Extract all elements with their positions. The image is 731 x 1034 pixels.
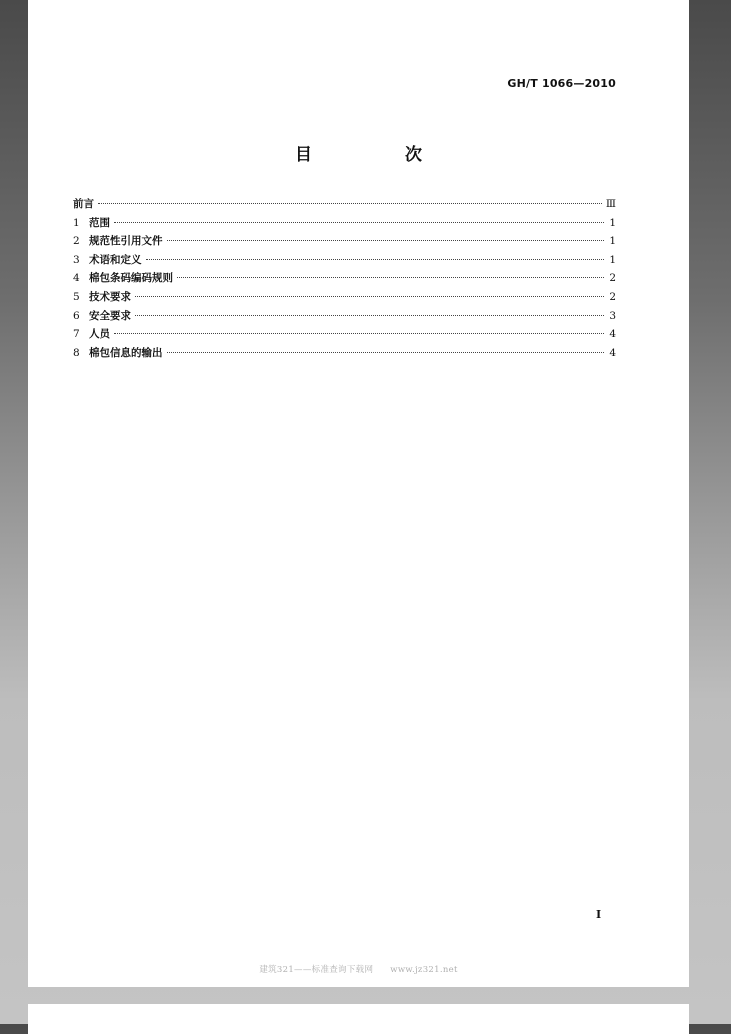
toc-entry-terms-definitions[interactable] (73, 252, 616, 271)
toc-leader-dots (114, 333, 604, 334)
toc-entry-label: 人员 (89, 328, 110, 341)
toc-entry-barcode-rules[interactable] (73, 270, 616, 289)
toc-entry-number: 8 (73, 346, 80, 359)
toc-entry-number: 7 (73, 328, 80, 341)
toc-leader-dots (135, 315, 604, 316)
toc-entry-label: 术语和定义 (89, 253, 142, 266)
toc-title: 目 次 (295, 145, 460, 165)
toc-entry-page: 2 (609, 290, 616, 303)
toc-leader-dots (98, 203, 602, 204)
watermark-site-name: 建筑321——标准查询下载网 (259, 965, 374, 975)
toc-entry-page: 2 (609, 272, 616, 285)
toc-entry-number: 3 (73, 253, 80, 266)
toc-leader-dots (114, 222, 604, 223)
toc-entry-page: 4 (609, 328, 616, 341)
toc-leader-dots (167, 240, 605, 241)
toc-leader-dots (146, 259, 605, 260)
toc-leader-dots (167, 352, 605, 353)
toc-entry-foreword[interactable] (73, 196, 616, 215)
toc-entry-label: 棉包信息的输出 (89, 346, 163, 359)
toc-entry-personnel[interactable] (73, 326, 616, 345)
toc-entry-label: 范围 (89, 216, 110, 229)
toc-entry-number: 1 (73, 216, 80, 229)
toc-entry-label: 安全要求 (89, 309, 131, 322)
toc-leader-dots (135, 296, 604, 297)
toc-entry-page: 3 (609, 309, 616, 322)
watermark (28, 963, 689, 975)
toc-entry-number: 4 (73, 272, 80, 285)
toc-entry-technical-requirements[interactable] (73, 289, 616, 308)
toc-entry-normative-references[interactable] (73, 233, 616, 252)
toc-entry-label: 技术要求 (89, 290, 131, 303)
toc-entry-page: 1 (609, 235, 616, 248)
toc-entry-scope[interactable] (73, 215, 616, 234)
toc-entry-number: 2 (73, 235, 80, 248)
toc-entry-label: 前言 (73, 198, 94, 210)
toc-entry-number: 5 (73, 290, 80, 303)
toc-entry-page: Ⅲ (605, 198, 616, 210)
toc-leader-dots (177, 277, 604, 278)
table-of-contents (73, 196, 616, 363)
toc-entry-label: 规范性引用文件 (89, 235, 163, 248)
page-number: I (596, 908, 602, 921)
toc-entry-label: 棉包条码编码规则 (89, 272, 173, 285)
toc-entry-page: 1 (609, 216, 616, 229)
toc-entry-bale-info-output[interactable] (73, 345, 616, 364)
toc-entry-number: 6 (73, 309, 80, 322)
toc-entry-page: 4 (609, 346, 616, 359)
standard-code: GH/T 1066—2010 (507, 77, 616, 90)
toc-entry-page: 1 (609, 253, 616, 266)
watermark-site-url: www.jz321.net (390, 965, 458, 975)
toc-entry-safety-requirements[interactable] (73, 308, 616, 327)
next-page-edge (28, 1004, 689, 1034)
document-page (28, 0, 689, 987)
